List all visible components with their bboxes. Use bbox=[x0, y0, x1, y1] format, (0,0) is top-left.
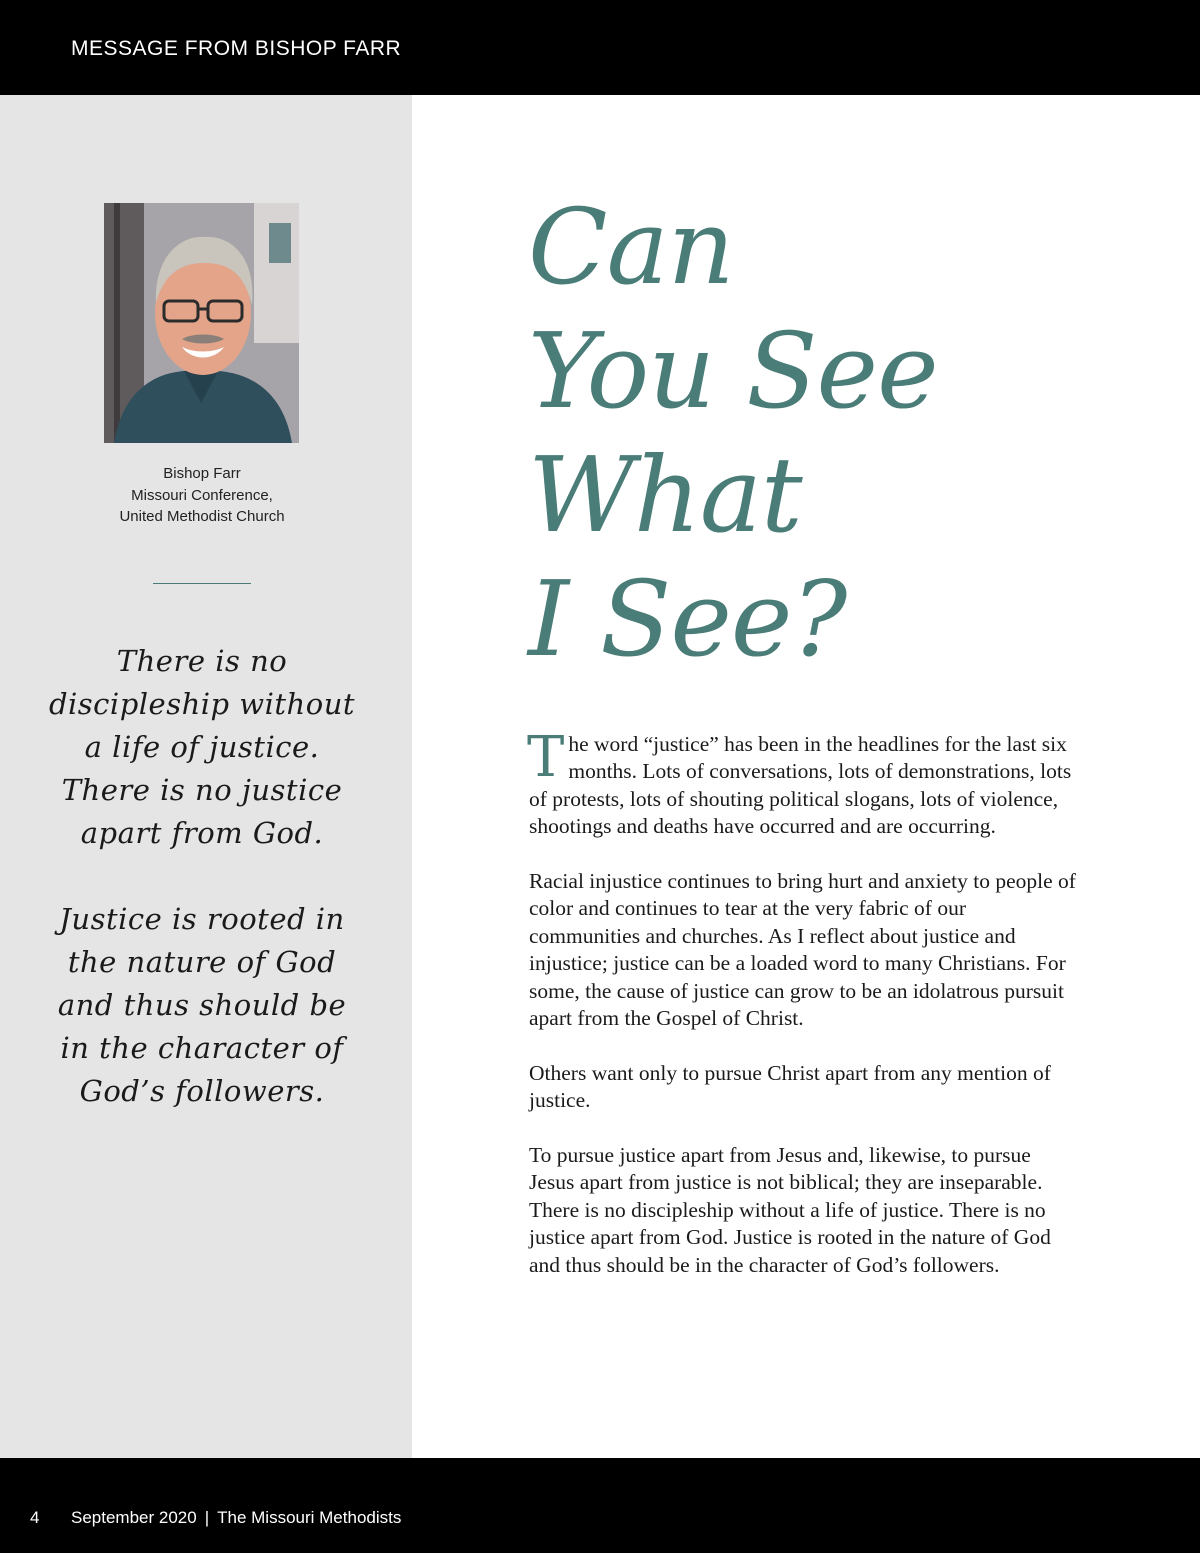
article-paragraph: Racial injustice continues to bring hurt and anxiety to people of color and continues to tear at the very fabric of our communities and churches. As I reflect about justice and injustice; justice can be a loaded word to many Christians. For some, the cause of justice can grow to be an idolatrous pursuit apart from the Gospel of Christ. bbox=[529, 869, 1076, 1031]
pull-quote-paragraph: There is no discipleship without a life of justice. There is no justice apart from God. bbox=[48, 644, 356, 850]
article-paragraph: To pursue justice apart from Jesus and, likewise, to pursue Jesus apart from justice is not biblical; they are inseparable. There is no discipleship without a life of justice. There is no justice apart from God. Justice is rooted in the nature of God and thus should be in the character of God’s followers. bbox=[529, 1143, 1051, 1277]
header-bar bbox=[0, 0, 1200, 95]
caption-church: United Methodist Church bbox=[119, 508, 285, 525]
pull-quote bbox=[40, 640, 364, 1113]
footer-bar bbox=[0, 1458, 1200, 1553]
headline-line: Can bbox=[528, 186, 734, 308]
drop-cap: T bbox=[527, 725, 565, 790]
caption-conference: Missouri Conference, bbox=[131, 486, 273, 504]
footer-publication-info bbox=[71, 1508, 401, 1528]
pull-quote-paragraph: Justice is rooted in the nature of God and thus should be in the character of God’s followers. bbox=[57, 902, 347, 1108]
page-number: 4 bbox=[30, 1508, 40, 1527]
headline-line: I See? bbox=[528, 558, 847, 680]
article-paragraph bbox=[527, 725, 1077, 841]
portrait-illustration bbox=[104, 203, 299, 443]
article-paragraph: Others want only to pursue Christ apart from any mention of justice. bbox=[529, 1060, 1051, 1113]
article-headline bbox=[528, 185, 1148, 681]
article-body bbox=[527, 725, 1077, 1306]
footer-separator: | bbox=[204, 1508, 210, 1527]
caption-name: Bishop Farr bbox=[163, 465, 241, 482]
section-title: MESSAGE FROM BISHOP FARR bbox=[71, 37, 402, 60]
paragraph-text: he word “justice” has been in the headlines for the last six months. Lots of conversations, lots of demonstrations, lots of protests, lots of shouting political slogans, lots of violence, shootings and deaths have occurred and are occurring. bbox=[529, 732, 1072, 839]
bishop-portrait-photo bbox=[104, 203, 299, 443]
issue-date: September 2020 bbox=[71, 1508, 197, 1527]
headline-line: You See bbox=[528, 310, 938, 432]
photo-caption bbox=[0, 463, 404, 528]
publication-name: The Missouri Methodists bbox=[217, 1508, 402, 1527]
headline-line: What bbox=[528, 434, 802, 556]
sidebar-divider bbox=[153, 583, 251, 584]
